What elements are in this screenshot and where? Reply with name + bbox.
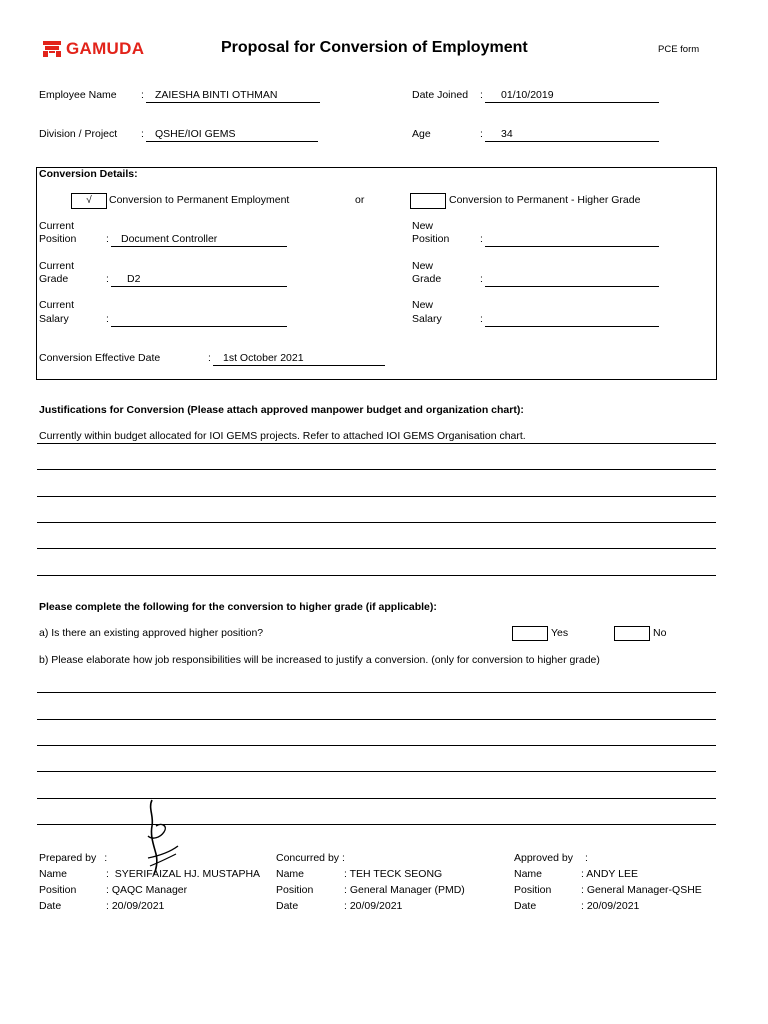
logo-text: GAMUDA: [66, 39, 145, 58]
current-salary-label-2: Salary: [39, 313, 69, 325]
prepared-name-label: Name: [39, 868, 68, 880]
new-position-field[interactable]: :: [480, 233, 660, 247]
justification-line[interactable]: [37, 548, 716, 549]
concurred-by-heading: Concurred by :: [276, 852, 345, 864]
current-position-label-1: Current: [39, 220, 75, 232]
or-text: or: [355, 194, 365, 206]
justification-line[interactable]: [37, 522, 716, 523]
justification-text[interactable]: Currently within budget allocated for IOI GEMS projects. Refer to attached IOI GEMS Organisation chart.: [39, 430, 526, 442]
division-value: QSHE/IOI GEMS: [155, 128, 236, 140]
yes-checkbox[interactable]: [512, 626, 548, 641]
concurred-date-label: Date: [276, 900, 299, 912]
approved-name: : ANDY LEE: [581, 868, 639, 880]
new-salary-field[interactable]: :: [480, 313, 660, 327]
new-grade-field[interactable]: :: [480, 273, 660, 287]
question-b: b) Please elaborate how job responsibilities will be increased to justify a conversion. (only for conversion to higher grade): [39, 654, 600, 666]
concurred-name-label: Name: [276, 868, 305, 880]
conversion-details-title: Conversion Details:: [39, 168, 138, 180]
concurred-position-label: Position: [276, 884, 314, 896]
division-label: Division / Project: [39, 128, 118, 140]
no-checkbox[interactable]: [614, 626, 650, 641]
approved-position-label: Position: [514, 884, 552, 896]
page-title: Proposal for Conversion of Employment: [221, 39, 528, 56]
new-salary-label-2: Salary: [412, 313, 442, 325]
approved-date: : 20/09/2021: [581, 900, 640, 912]
justification-title: Justifications for Conversion (Please attach approved manpower budget and organization chart):: [39, 404, 524, 416]
employee-name-value: ZAIESHA BINTI OTHMAN: [155, 89, 278, 101]
age-field[interactable]: : 34: [480, 128, 660, 142]
effective-date-value: 1st October 2021: [223, 352, 304, 364]
justification-line[interactable]: [37, 496, 716, 497]
option-permanent-label: Conversion to Permanent Employment: [109, 194, 290, 206]
company-logo: [42, 39, 144, 59]
prepared-by-heading: Prepared by :: [39, 852, 108, 864]
concurred-name: : TEH TECK SEONG: [344, 868, 443, 880]
concurred-position: : General Manager (PMD): [344, 884, 465, 896]
date-joined-field[interactable]: : 01/10/2019: [480, 89, 660, 103]
date-joined-label: Date Joined: [412, 89, 469, 101]
elaboration-line[interactable]: [37, 771, 716, 772]
prepared-date-label: Date: [39, 900, 62, 912]
approved-position: : General Manager-QSHE: [581, 884, 702, 896]
new-grade-label-1: New: [412, 260, 434, 272]
justification-line[interactable]: [37, 443, 716, 444]
age-value: 34: [501, 128, 513, 140]
approved-name-label: Name: [514, 868, 543, 880]
question-a: a) Is there an existing approved higher position?: [39, 627, 264, 639]
new-salary-label-1: New: [412, 299, 434, 311]
signature-image: [140, 796, 185, 876]
checkmark-icon: √: [86, 195, 92, 206]
elaboration-line[interactable]: [37, 692, 716, 693]
current-grade-label-2: Grade: [39, 273, 69, 285]
prepared-date: : 20/09/2021: [106, 900, 165, 912]
permanent-checkbox[interactable]: [71, 193, 107, 209]
elaboration-line[interactable]: [37, 798, 716, 799]
effective-date-field[interactable]: : 1st October 2021: [208, 352, 386, 366]
higher-grade-title: Please complete the following for the conversion to higher grade (if applicable):: [39, 601, 437, 613]
prepared-position: : QAQC Manager: [106, 884, 188, 896]
elaboration-line[interactable]: [37, 745, 716, 746]
form-code: PCE form: [658, 44, 700, 55]
current-position-label-2: Position: [39, 233, 77, 245]
approved-date-label: Date: [514, 900, 537, 912]
date-joined-value: 01/10/2019: [501, 89, 554, 101]
gamuda-logo-icon: [42, 40, 62, 58]
division-field[interactable]: : QSHE/IOI GEMS: [141, 128, 319, 142]
current-salary-field[interactable]: :: [106, 313, 288, 327]
elaboration-line[interactable]: [37, 719, 716, 720]
new-grade-label-2: Grade: [412, 273, 442, 285]
current-grade-value: D2: [127, 273, 141, 285]
current-grade-field[interactable]: : D2: [106, 273, 288, 287]
current-grade-label-1: Current: [39, 260, 75, 272]
yes-label: Yes: [551, 627, 569, 639]
higher-grade-checkbox[interactable]: [410, 193, 446, 209]
prepared-position-label: Position: [39, 884, 77, 896]
employee-name-label: Employee Name: [39, 89, 117, 101]
new-position-label-2: Position: [412, 233, 450, 245]
option-higher-label: Conversion to Permanent - Higher Grade: [449, 194, 641, 206]
prepared-name: : SYERIFAIZAL HJ. MUSTAPHA: [106, 868, 261, 880]
justification-line[interactable]: [37, 469, 716, 470]
concurred-date: : 20/09/2021: [344, 900, 403, 912]
new-position-label-1: New: [412, 220, 434, 232]
age-label: Age: [412, 128, 431, 140]
employee-name-field[interactable]: : ZAIESHA BINTI OTHMAN: [141, 89, 321, 103]
elaboration-line[interactable]: [37, 824, 716, 825]
current-position-value: Document Controller: [121, 233, 218, 245]
justification-line[interactable]: [37, 575, 716, 576]
current-position-field[interactable]: : Document Controller: [106, 233, 288, 247]
current-salary-label-1: Current: [39, 299, 75, 311]
approved-by-heading: Approved by :: [514, 852, 588, 864]
no-label: No: [653, 627, 667, 639]
effective-date-label: Conversion Effective Date: [39, 352, 161, 364]
